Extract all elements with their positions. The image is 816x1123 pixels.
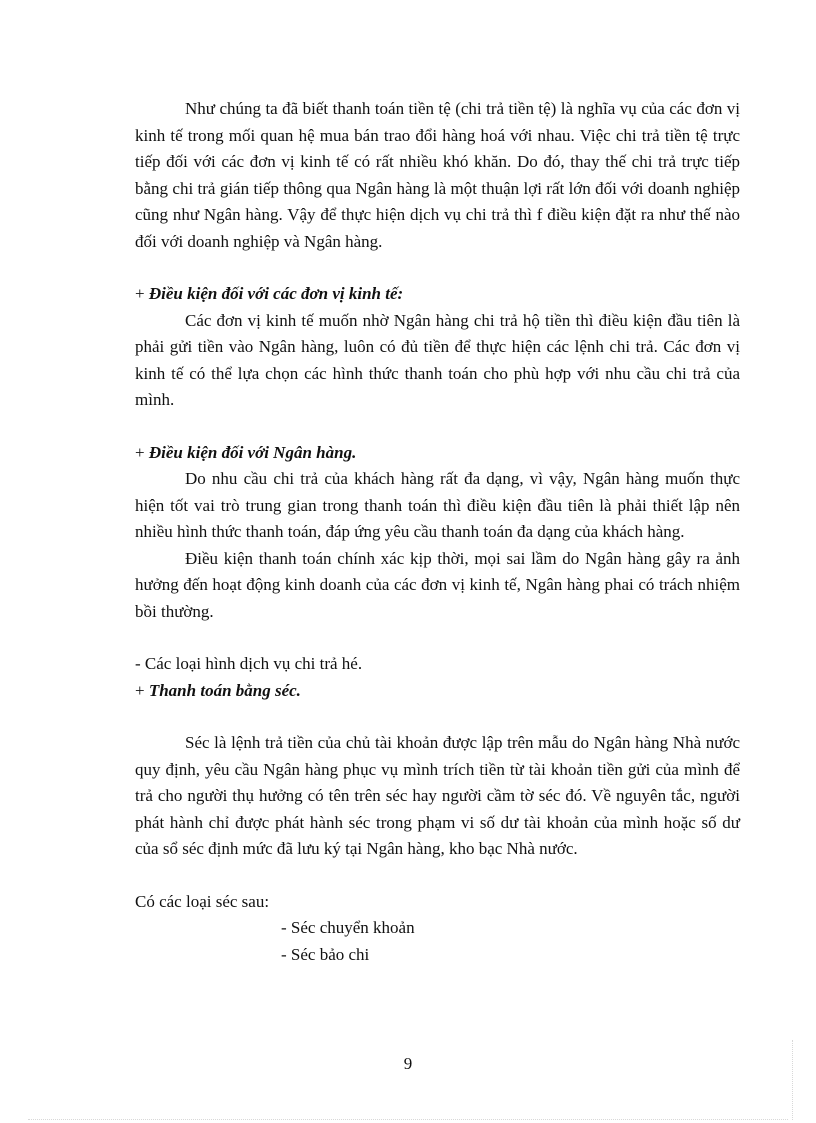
spacer xyxy=(135,625,740,651)
heading-prefix: + xyxy=(135,680,149,700)
cheque-types-list xyxy=(135,915,740,968)
bank-paragraph-2: Điều kiện thanh toán chính xác kịp thời, mọi sai lầm do Ngân hàng gây ra ảnh hưởng đến hoạt động kinh doanh của các đơn vị kinh tế, Ngân hàng phai có trách nhiệm bồi thường. xyxy=(135,548,740,621)
heading-prefix: + xyxy=(135,284,149,303)
page-number: 9 xyxy=(403,1054,413,1073)
list-item: - Séc chuyển khoản xyxy=(281,918,415,937)
list-item: - Séc bảo chi xyxy=(281,944,370,964)
section-heading-cheque xyxy=(135,678,740,705)
heading-prefix: + xyxy=(135,442,149,462)
services-line: - Các loại hình dịch vụ chi trả hé. xyxy=(135,654,363,673)
cheque-types-intro: Có các loại séc sau: xyxy=(135,891,270,911)
section-heading-bank xyxy=(135,440,740,467)
section-heading-economic-units xyxy=(135,281,740,308)
spacer xyxy=(135,704,740,730)
footer-guide xyxy=(28,1119,788,1120)
heading-title: Điều kiện đối với Ngân hàng. xyxy=(148,442,357,462)
margin-guide xyxy=(792,1040,793,1120)
heading-title: Thanh toán bằng séc. xyxy=(148,680,301,700)
intro-paragraph: Như chúng ta đã biết thanh toán tiền tệ (chi trả tiền tệ) là nghĩa vụ của các đơn vị kinh tế trong mối quan hệ mua bán trao đổi hàng hoá với nhau. Việc chi trả tiền tệ trực tiếp đối với các đơn vị kinh tế có rất nhiều khó khăn. Do đó, thay thế chi trả trực tiếp bằng chi trả gián tiếp thông qua Ngân hàng là một thuận lợi rất lớn đối với doanh nghiệp cũng như Ngân hàng. Vậy để thực hiện dịch vụ chi trả thì f điều kiện đặt ra như thế nào đối với doanh nghiệp và Ngân hàng. xyxy=(135,99,740,251)
economic-units-paragraph: Các đơn vị kinh tế muốn nhờ Ngân hàng chi trả hộ tiền thì điều kiện đầu tiên là phải gửi tiền vào Ngân hàng, luôn có đủ tiền để thực hiện các lệnh chi trả. Các đơn vị kinh tế có thể lựa chọn các hình thức thanh toán cho phù hợp với nhu cầu chi trả của mình. xyxy=(135,310,740,409)
spacer xyxy=(135,414,740,440)
cheque-paragraph: Séc là lệnh trả tiền của chủ tài khoản được lập trên mẫu do Ngân hàng Nhà nước quy định, yêu cầu Ngân hàng phục vụ mình trích tiền từ tài khoản tiền gửi của mình để trả cho người thụ hưởng có tên trên séc hay người cầm tờ séc đó. Về nguyên tắc, người phát hành chỉ được phát hành séc trong phạm vi số dư tài khoản của mình hoặc số dư của sổ séc định mức đã lưu ký tại Ngân hàng, kho bạc Nhà nước. xyxy=(135,733,740,858)
page-content xyxy=(135,96,740,968)
heading-title: Điều kiện đối với các đơn vị kinh tế: xyxy=(148,284,404,303)
spacer xyxy=(135,863,740,889)
spacer xyxy=(135,255,740,281)
bank-paragraph-1: Do nhu cầu chi trả của khách hàng rất đa dạng, vì vậy, Ngân hàng muốn thực hiện tốt vai trò trung gian trong thanh toán thì điều kiện đầu tiên là phải thiết lập nên nhiều hình thức thanh toán, đáp ứng yêu cầu thanh toán đa dạng của khách hàng. xyxy=(135,469,740,541)
